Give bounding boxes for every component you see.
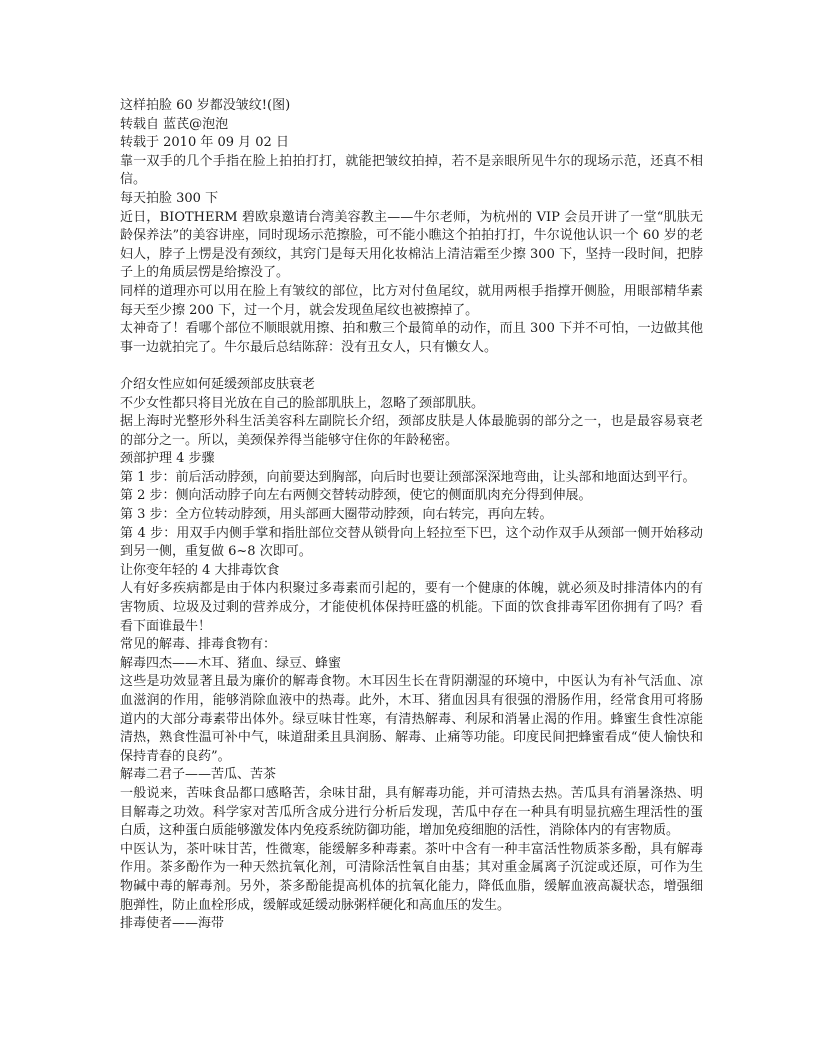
paragraph: 不少女性都只将目光放在自己的脸部肌肤上，忽略了颈部肌肤。: [120, 395, 485, 411]
paragraph: 第 1 步：前后活动脖颈，向前要达到胸部，向后时也要让颈部深深地弯曲，让头部和地面达到平行。: [120, 469, 696, 485]
paragraph: 人有好多疾病都是由于体内积聚过多毒素而引起的，要有一个健康的体魄，就必须及时排清体内的有害物质、垃圾及过剩的营养成分，才能使机体保持旺盛的机能。下面的饮食排毒军团你拥有了吗？看看下面谁最牛！: [120, 581, 703, 634]
paragraph: 常见的解毒、排毒食物有：: [120, 637, 277, 653]
paragraph: 第 2 步：侧向活动脖子向左右两侧交替转动脖颈，使它的侧面肌肉充分得到伸展。: [120, 488, 592, 504]
paragraph: 排毒使者——海带: [120, 916, 225, 932]
paragraph: 第 3 步：全方位转动脖颈，用头部画大圈带动脖颈，向右转完，再向左转。: [120, 507, 553, 523]
paragraph: 同样的道理亦可以用在脸上有皱纹的部位，比方对付鱼尾纹，就用两根手指撑开侧脸，用眼部精华素每天至少擦 200 下，过一个月，就会发现鱼尾纹也被擦掉了。: [120, 283, 703, 318]
paragraph: 介绍女性应如何延缓颈部皮肤衰老: [120, 376, 316, 392]
paragraph: 解毒二君子——苦瓜、苦茶: [120, 767, 277, 783]
paragraph: 中医认为，茶叶味甘苦，性微寒，能缓解多种毒素。茶叶中含有一种丰富活性物质茶多酚，具有解毒作用。茶多酚作为一种天然抗氧化剂，可清除活性氧自由基；其对重金属离子沉淀或还原，可作为生物碱中毒的解毒剂。另外，茶多酚能提高机体的抗氧化能力，降低血脂，缓解血液高凝状态，增强细胞弹性，防止血栓形成，缓解或延缓动脉粥样硬化和高血压的发生。: [120, 841, 703, 913]
paragraph: 第 4 步：用双手内侧手掌和指肚部位交替从锁骨向上轻拉至下巴，这个动作双手从颈部一侧开始移动到另一侧，重复做 6~8 次即可。: [120, 525, 703, 560]
paragraph: 颈部护理 4 步骤: [120, 451, 215, 467]
paragraph: 每天拍脸 300 下: [120, 190, 219, 206]
paragraph: 靠一双手的几个手指在脸上拍拍打打，就能把皱纹拍掉，若不是亲眼所见牛尔的现场示范，还真不相信。: [120, 153, 703, 188]
document-title: 这样拍脸 60 岁都没皱纹!(图): [120, 98, 291, 113]
paragraph: 这些是功效显著且最为廉价的解毒食物。木耳因生长在背阴潮湿的环境中，中医认为有补气活血、凉血滋润的作用，能够消除血液中的热毒。此外，木耳、猪血因具有很强的滑肠作用，经常食用可将肠道内的大部分毒素带出体外。绿豆味甘性寒，有清热解毒、利尿和消暑止渴的作用。蜂蜜生食性凉能清热，熟食性温可补中气，味道甜柔且具润肠、解毒、止痛等功能。印度民间把蜂蜜看成“使人愉快和保持青春的良药”。: [120, 674, 703, 764]
repost-source: 转载自 蓝芪@泡泡: [120, 116, 229, 132]
paragraph: 据上海时光整形外科生活美容科左副院长介绍，颈部皮肤是人体最脆弱的部分之一，也是最容易衰老的部分之一。所以，美颈保养得当能够守住你的年龄秘密。: [120, 414, 703, 448]
paragraph: 太神奇了！看哪个部位不顺眼就用擦、拍和敷三个最简单的动作，而且 300 下并不可怕，一边做其他事一边就拍完了。牛尔最后总结陈辞：没有丑女人，只有懒女人。: [120, 321, 703, 355]
blank-line: [120, 357, 703, 376]
paragraph: 一般说来，苦味食品都口感略苦，余味甘甜，具有解毒功能，并可清热去热。苦瓜具有消暑涤热、明目解毒之功效。科学家对苦瓜所含成分进行分析后发现，苦瓜中存在一种具有明显抗癌生理活性的蛋白质，这种蛋白质能够激发体内免疫系统防御功能，增加免疫细胞的活性，消除体内的有害物质。: [120, 785, 703, 839]
paragraph: 让你变年轻的 4 大排毒饮食: [120, 562, 280, 578]
paragraph: 近日，BIOTHERM 碧欧泉邀请台湾美容教主——牛尔老师，为杭州的 VIP 会员开讲了一堂“肌肤无龄保养法”的美容讲座，同时现场示范擦脸，可不能小瞧这个拍拍打打，牛尔说他认识一个 60 岁的老妇人，脖子上愣是没有颈纹，其窍门是每天用化妆棉沾上清洁霜至少擦 300 下，坚持一段时间，把脖子上的角质层愣是给擦没了。: [120, 209, 703, 281]
repost-date: 转载于 2010 年 09 月 02 日: [120, 135, 289, 151]
paragraph-list: [120, 153, 703, 934]
document-body: [120, 97, 703, 934]
paragraph: 解毒四杰——木耳、猪血、绿豆、蜂蜜: [120, 655, 342, 671]
